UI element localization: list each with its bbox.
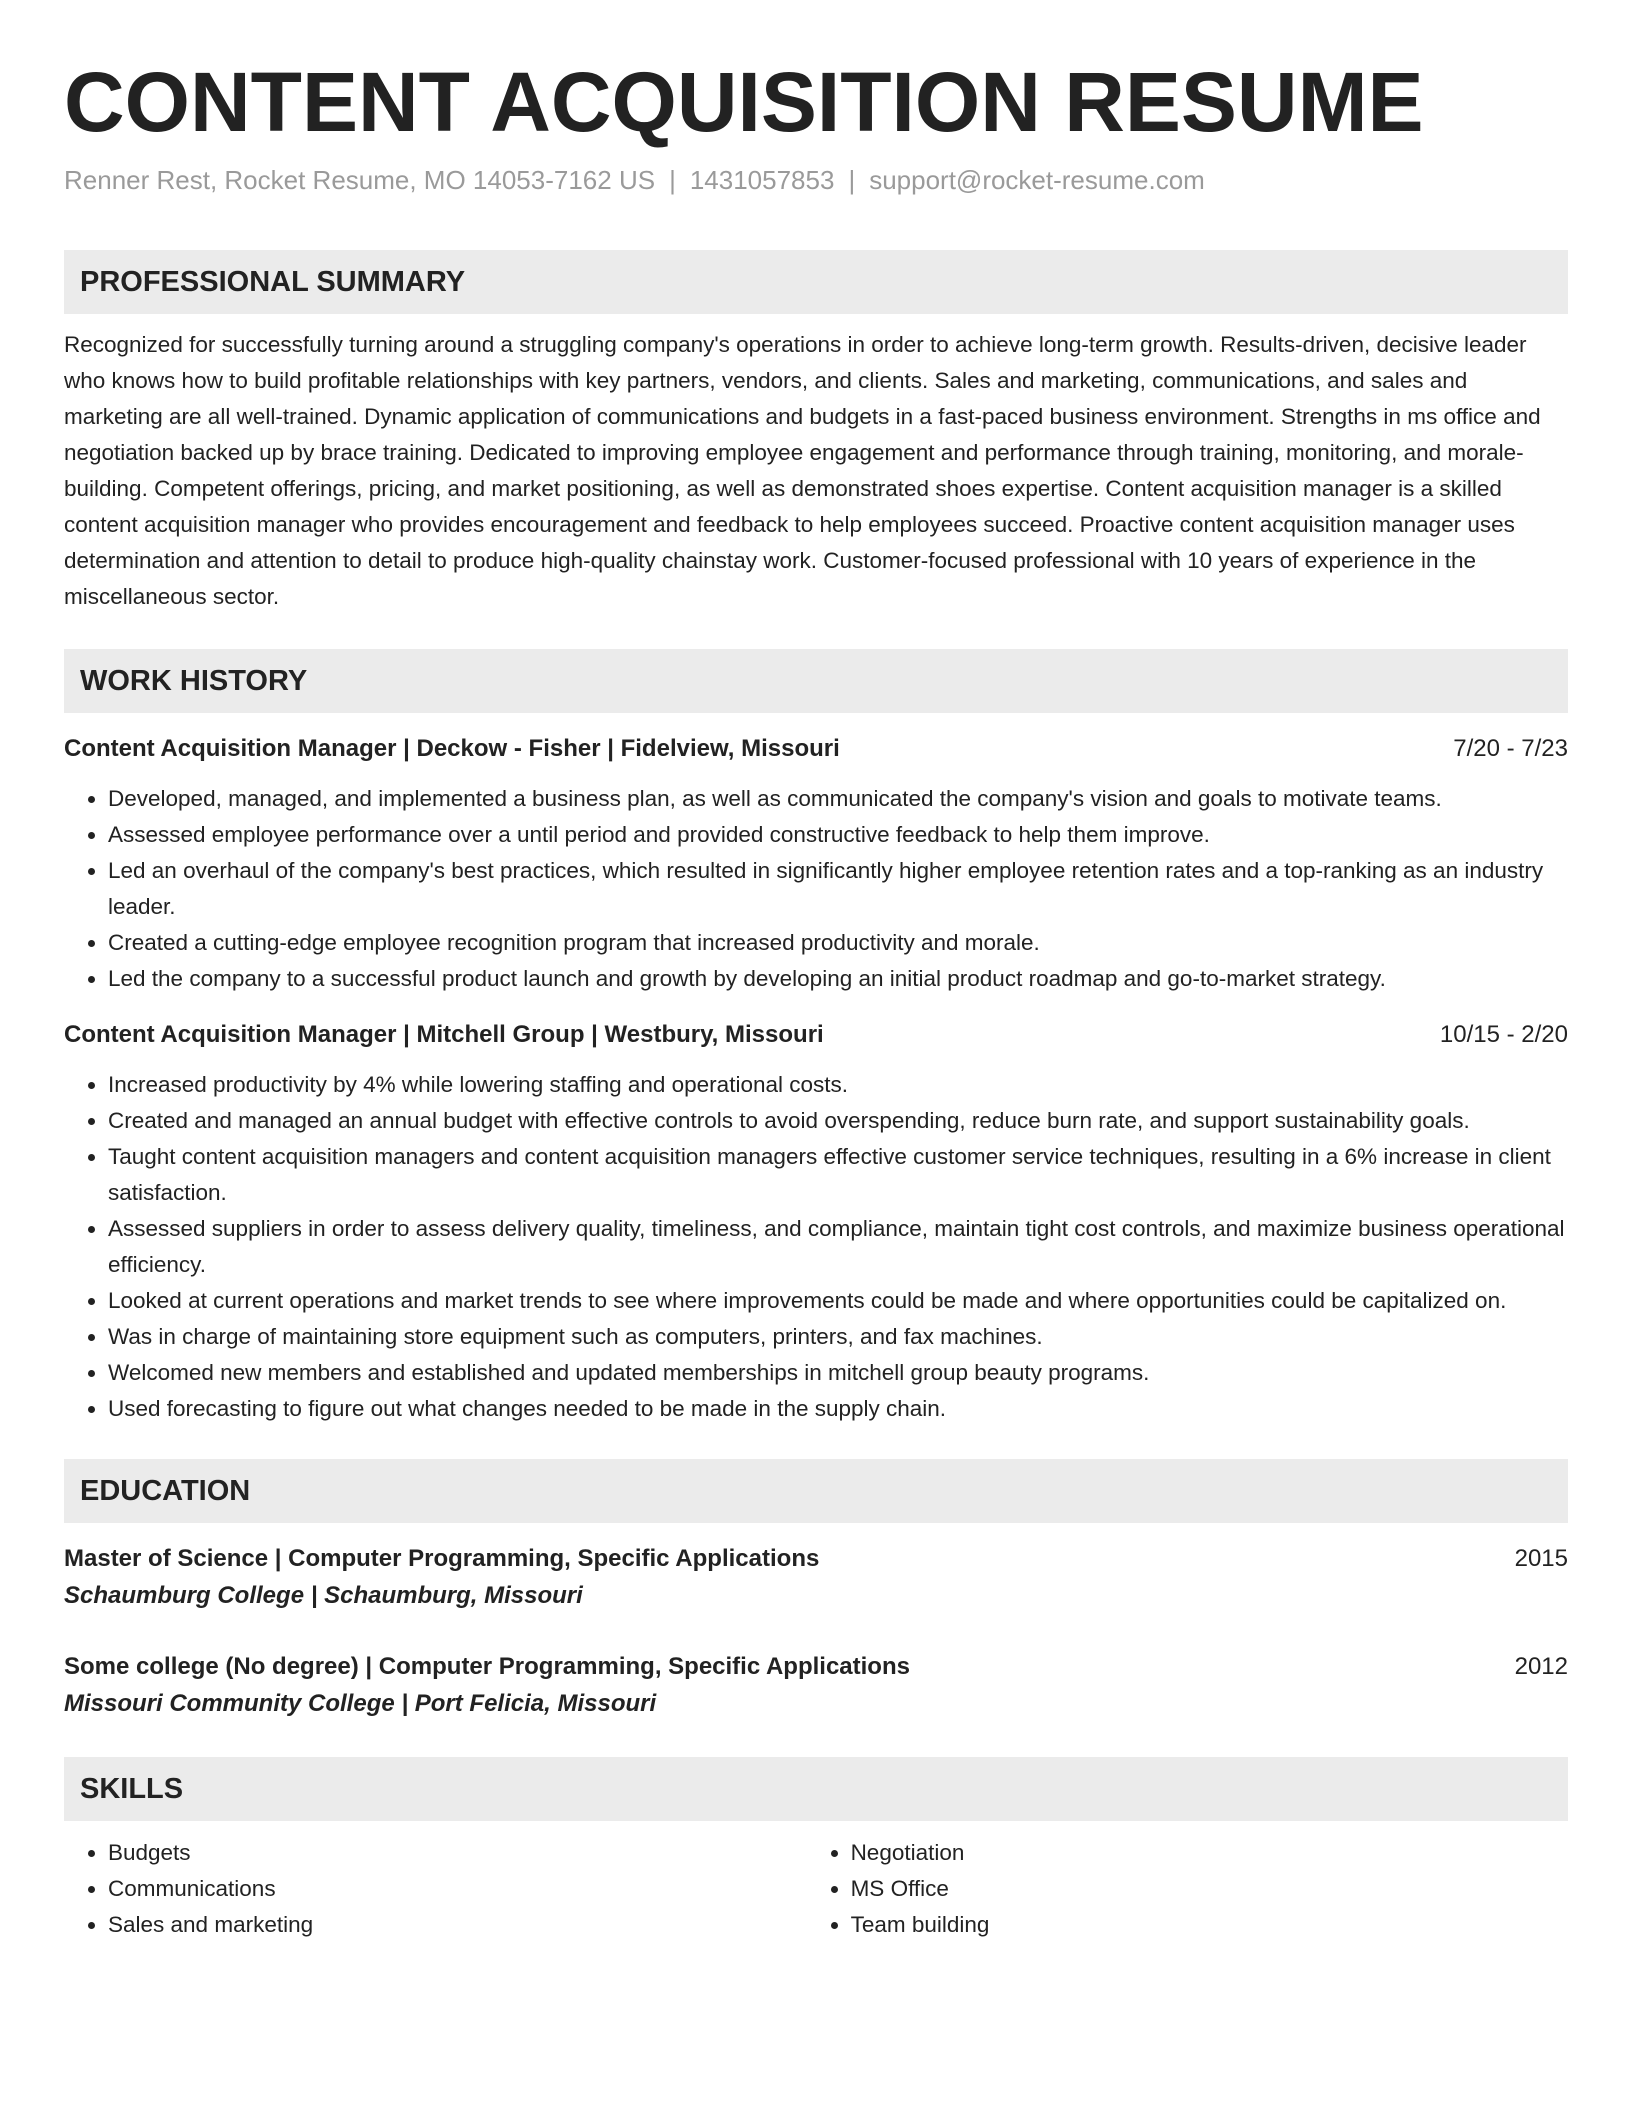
education-degree: Master of Science | Computer Programming, Specific Applications [64,1545,820,1572]
job-dates: 7/20 - 7/23 [1453,735,1568,762]
job-bullet: • Led the company to a successful product launch and growth by developing an initial product roadmap and go-to-market strategy. [108,961,1568,997]
section-header-education: EDUCATION [64,1459,1568,1523]
section-header-summary: PROFESSIONAL SUMMARY [64,250,1568,314]
summary-text: Recognized for successfully turning around a struggling company's operations in order to achieve long-term growth. Results-driven, decisive leader who knows how to build profitable relationships with key partners, vendors, and clients. Sales and marketing, communications, and sales and marketing are all well-trained. Dynamic application of communications and budgets in a fast-paced business environment. Strengths in ms office and negotiation backed up by brace training. Dedicated to improving employee engagement and performance through training, monitoring, and morale-building. Competent offerings, pricing, and market positioning, as well as demonstrated shoes expertise. Content acquisition manager is a skilled content acquisition manager who provides encouragement and feedback to help employees succeed. Proactive content acquisition manager uses determination and attention to detail to produce high-quality chainstay work. Customer-focused professional with 10 years of experience in the miscellaneous sector. [64,332,1541,609]
skills-column-right [807,1835,1568,1943]
skill-item: • Communications [108,1871,807,1907]
section-header-work-history: WORK HISTORY [64,649,1568,713]
job-bullet: • Created and managed an annual budget with effective controls to avoid overspending, reduce burn rate, and support sustainability goals. [108,1103,1568,1139]
skills-column-left [64,1835,807,1943]
job-bullet: • Assessed suppliers in order to assess delivery quality, timeliness, and compliance, maintain tight cost controls, and maximize business operational efficiency. [108,1211,1568,1283]
contact-phone: 1431057853 [689,165,835,195]
job-bullet: • Used forecasting to figure out what changes needed to be made in the supply chain. [108,1391,1568,1427]
education-header [64,1649,1568,1685]
education-entry [64,1541,1568,1615]
job-bullet: • Welcomed new members and established and updated memberships in mitchell group beauty programs. [108,1355,1568,1391]
section-header-skills: SKILLS [64,1757,1568,1821]
skill-item: • Team building [851,1907,1568,1943]
skill-item: • Negotiation [851,1835,1568,1871]
job-entry [64,1017,1568,1427]
contact-separator: | [669,165,676,195]
job-title: Content Acquisition Manager | Mitchell Group | Westbury, Missouri [64,1021,824,1048]
job-bullet: • Taught content acquisition managers and content acquisition managers effective customer service techniques, resulting in a 6% increase in client satisfaction. [108,1139,1568,1211]
contact-line [64,162,1568,198]
job-title: Content Acquisition Manager | Deckow - Fisher | Fidelview, Missouri [64,735,840,762]
education-degree: Some college (No degree) | Computer Programming, Specific Applications [64,1653,910,1680]
job-bullet: • Assessed employee performance over a until period and provided constructive feedback to help them improve. [108,817,1568,853]
education-entry [64,1649,1568,1723]
job-entry [64,731,1568,997]
job-bullet: • Led an overhaul of the company's best practices, which resulted in significantly higher employee retention rates and a top-ranking as an industry leader. [108,853,1568,925]
skill-item: • Budgets [108,1835,807,1871]
education-school: Schaumburg College | Schaumburg, Missouri [64,1582,583,1609]
job-bullets [64,1067,1568,1427]
job-header [64,1017,1568,1053]
job-bullets [64,781,1568,997]
education-year: 2015 [1514,1545,1568,1572]
contact-separator: | [848,165,856,195]
education-school: Missouri Community College | Port Felicia, Missouri [64,1690,657,1717]
education-header [64,1541,1568,1577]
contact-email: support@rocket-resume.com [869,165,1205,195]
education-year: 2012 [1514,1653,1568,1680]
job-bullet: • Created a cutting-edge employee recognition program that increased productivity and morale. [108,925,1568,961]
job-bullet: • Increased productivity by 4% while lowering staffing and operational costs. [108,1067,1568,1103]
job-bullet: • Was in charge of maintaining store equipment such as computers, printers, and fax machines. [108,1319,1568,1355]
job-bullet: • Looked at current operations and market trends to see where improvements could be made and where opportunities could be capitalized on. [108,1283,1568,1319]
resume-title: CONTENT ACQUISITION RESUME [64,55,1424,149]
skills-list [64,1835,1568,1943]
skill-item: • MS Office [851,1871,1568,1907]
job-bullet: • Developed, managed, and implemented a business plan, as well as communicated the company's vision and goals to motivate teams. [108,781,1568,817]
skill-item: • Sales and marketing [108,1907,807,1943]
job-header [64,731,1568,767]
job-dates: 10/15 - 2/20 [1439,1021,1568,1048]
contact-address: Renner Rest, Rocket Resume, MO 14053-7162 US [64,165,656,195]
